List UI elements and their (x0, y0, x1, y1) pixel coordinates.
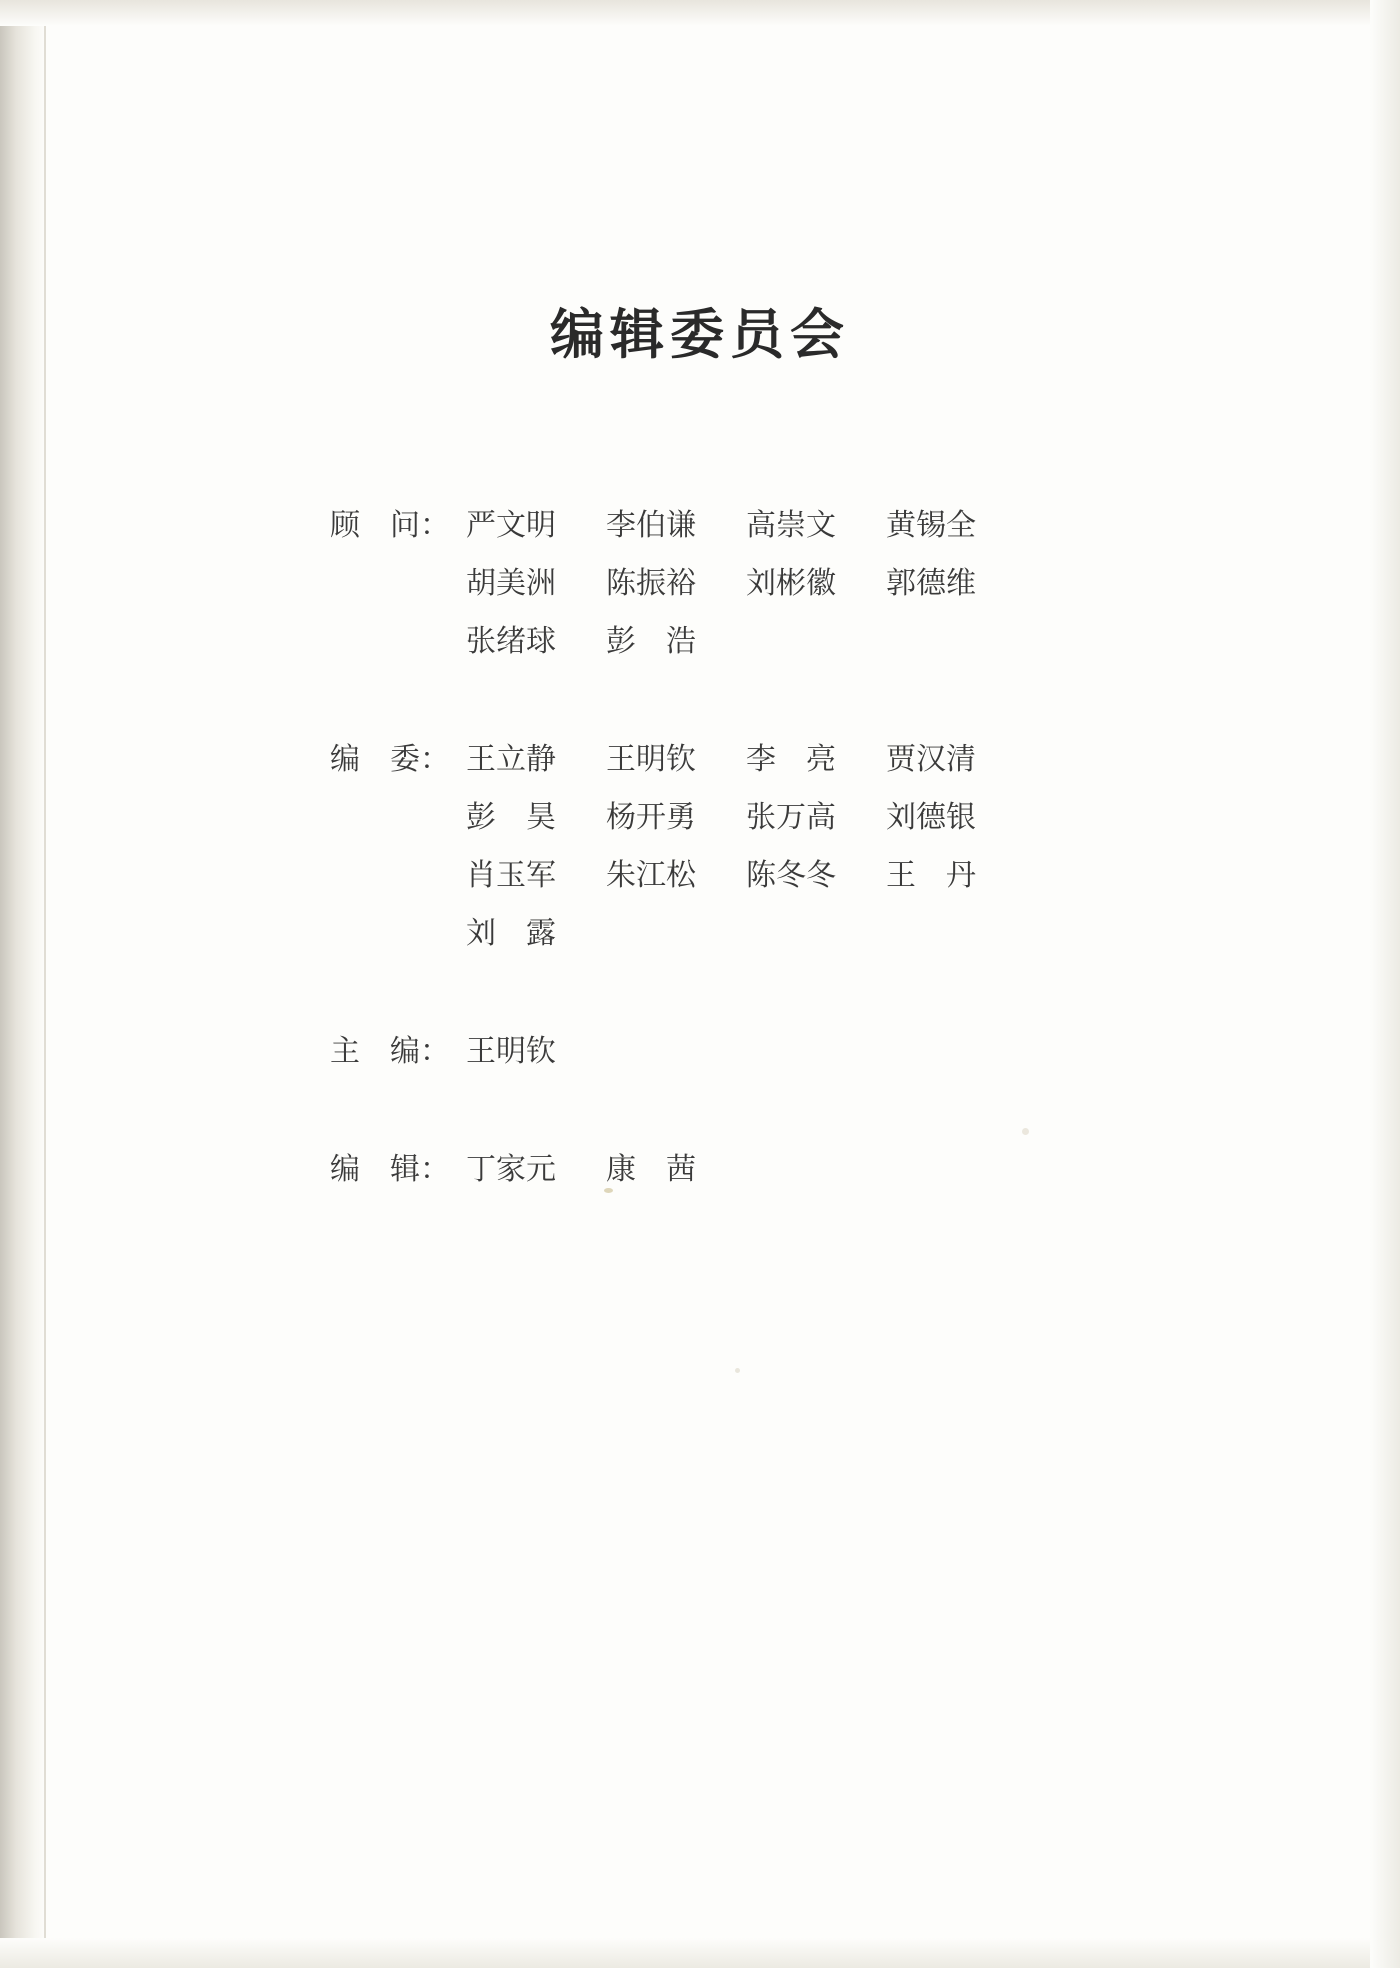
person-name: 朱江松 (606, 858, 696, 893)
person-name: 陈冬冬 (746, 858, 836, 893)
roster-names (466, 500, 1026, 544)
scan-artifact-mark (735, 1368, 740, 1373)
person-name: 胡美洲 (466, 566, 556, 601)
page-title: 编辑委员会 (550, 302, 850, 366)
roster-names (466, 850, 1026, 894)
person-name: 张绪球 (466, 624, 556, 659)
person-name: 严文明 (466, 508, 556, 543)
person-name: 王立静 (466, 742, 556, 777)
roster-names (466, 734, 1026, 778)
roster-group-editors (330, 1144, 1110, 1202)
person-name: 郭德维 (886, 566, 976, 601)
person-name: 黄锡全 (886, 508, 976, 543)
person-name: 高崇文 (746, 508, 836, 543)
person-name: 王明钦 (466, 1034, 556, 1069)
roster-row (330, 908, 1110, 966)
roster-label: 主 编： (330, 1034, 450, 1069)
roster-names (466, 792, 1026, 836)
roster-row (330, 1026, 1110, 1084)
roster-names (466, 616, 746, 660)
scan-artifact-mark (604, 1188, 613, 1193)
roster-names (466, 1026, 606, 1070)
roster-row (330, 734, 1110, 792)
roster-row (330, 500, 1110, 558)
person-name: 李 亮 (746, 742, 836, 777)
person-name: 彭 昊 (466, 800, 556, 835)
roster-group-editorial-members (330, 734, 1110, 966)
roster-row (330, 616, 1110, 674)
roster-names (466, 908, 606, 952)
person-name: 贾汉清 (886, 742, 976, 777)
person-name: 王明钦 (606, 742, 696, 777)
person-name: 刘 露 (466, 916, 556, 951)
person-name: 刘德银 (886, 800, 976, 835)
roster-row (330, 1144, 1110, 1202)
roster-row (330, 792, 1110, 850)
roster-row (330, 850, 1110, 908)
person-name: 肖玉军 (466, 858, 556, 893)
scan-artifact-mark (1022, 1128, 1029, 1135)
person-name: 彭 浩 (606, 624, 696, 659)
roster-row (330, 558, 1110, 616)
roster-label: 编 辑： (330, 1152, 450, 1187)
roster-names (466, 1144, 746, 1188)
person-name: 李伯谦 (606, 508, 696, 543)
person-name: 丁家元 (466, 1152, 556, 1187)
roster-group-chief-editor (330, 1026, 1110, 1084)
roster-group-advisors (330, 500, 1110, 674)
person-name: 张万高 (746, 800, 836, 835)
roster-label: 顾 问： (330, 508, 450, 543)
roster-names (466, 558, 1026, 602)
person-name: 王 丹 (886, 858, 976, 893)
person-name: 杨开勇 (606, 800, 696, 835)
roster-label: 编 委： (330, 742, 450, 777)
person-name: 刘彬徽 (746, 566, 836, 601)
person-name: 陈振裕 (606, 566, 696, 601)
editorial-board-roster (330, 500, 1110, 1262)
person-name: 康 茜 (606, 1152, 696, 1187)
